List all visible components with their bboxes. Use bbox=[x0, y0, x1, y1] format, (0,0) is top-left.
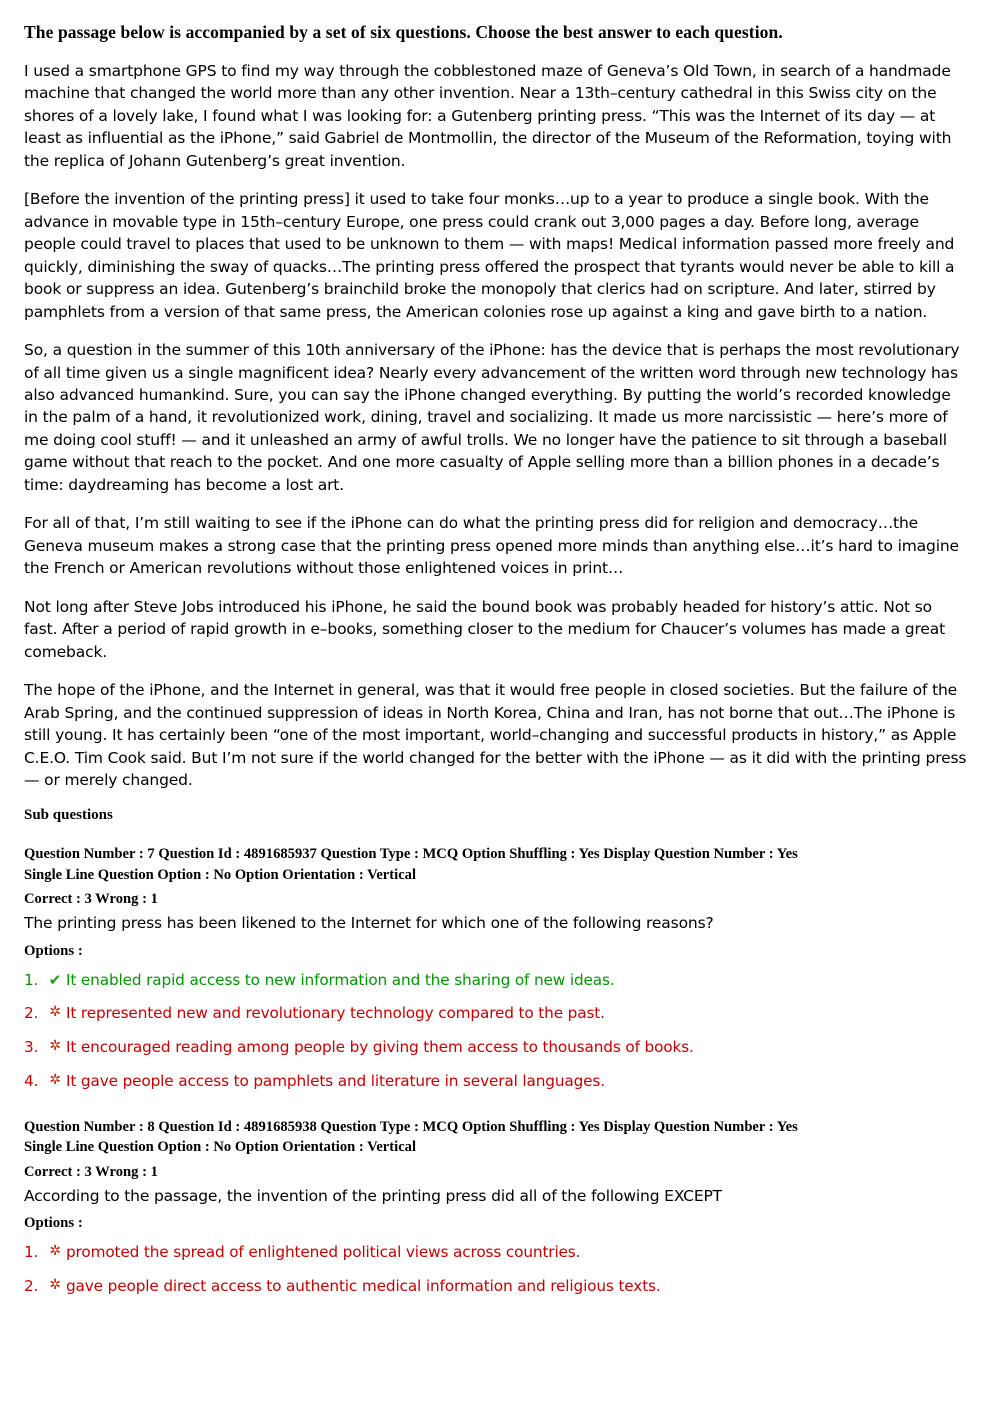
options-label: Options : bbox=[24, 942, 83, 959]
cross-icon: ✲ bbox=[49, 1037, 61, 1054]
question-meta-line-2: Single Line Question Option : No Option Orientation : Vertical bbox=[24, 866, 417, 883]
option-text: It gave people access to pamphlets and literature in several languages. bbox=[66, 1071, 605, 1090]
cross-icon: ✲ bbox=[49, 1071, 61, 1088]
question-block bbox=[24, 1119, 968, 1296]
option-item[interactable] bbox=[24, 1242, 968, 1263]
passage-paragraph: So, a question in the summer of this 10th anniversary of the iPhone: has the device that is perhaps the most revolutionary of all time given us a single magnificent idea? Nearly every advancement of the written word through new technology has also advanced humankind. Sure, you can say the iPhone changed everything. By putting the world’s recorded knowledge in the palm of a hand, it revolutionized work, dining, travel and socializing. It made us more narcissistic — here’s more of me doing cool stuff! — and it unleashed an army of awful trolls. We no longer have the patience to sit through a baseball game without that reach to the pocket. And one more casualty of Apple selling more than a billion phones in a decade’s time: daydreaming has become a lost art. bbox=[24, 341, 960, 494]
option-item[interactable] bbox=[24, 1276, 968, 1297]
option-item[interactable] bbox=[24, 970, 968, 991]
cross-icon: ✲ bbox=[49, 1004, 61, 1021]
option-text: It encouraged reading among people by giving them access to thousands of books. bbox=[66, 1037, 694, 1056]
passage-paragraph: I used a smartphone GPS to find my way through the cobblestoned maze of Geneva’s Old Town, in search of a handmade machine that changed the world more than any other invention. Near a 13th–century cathedral in this Swiss city on the shores of a lovely lake, I found what I was looking for: a Gutenberg printing press. “This was the Internet of its day — at least as influential as the iPhone,” said Gabriel de Montmollin, the director of the Museum of the Reformation, toying with the replica of Johann Gutenberg’s great invention. bbox=[24, 61, 952, 170]
passage-text bbox=[24, 60, 968, 792]
question-score: Correct : 3 Wrong : 1 bbox=[24, 1163, 158, 1180]
cross-icon: ✲ bbox=[49, 1276, 61, 1293]
check-icon: ✔ bbox=[48, 970, 62, 989]
option-number: 3. bbox=[24, 1037, 39, 1056]
options-label: Options : bbox=[24, 1215, 83, 1232]
cross-icon: ✲ bbox=[49, 1243, 61, 1260]
option-item[interactable] bbox=[24, 1003, 968, 1024]
question-meta-line-2: Single Line Question Option : No Option Orientation : Vertical bbox=[24, 1139, 417, 1156]
option-number: 2. bbox=[24, 1004, 39, 1023]
sub-questions-heading: Sub questions bbox=[24, 807, 113, 824]
option-text: gave people direct access to authentic medical information and religious texts. bbox=[66, 1276, 661, 1295]
question-text: The printing press has been likened to the Internet for which one of the following reasons? bbox=[24, 913, 714, 932]
option-text: It represented new and revolutionary technology compared to the past. bbox=[66, 1004, 605, 1023]
option-item[interactable] bbox=[24, 1071, 968, 1092]
question-text: According to the passage, the invention of the printing press did all of the following EXCEPT bbox=[24, 1186, 722, 1205]
question-score: Correct : 3 Wrong : 1 bbox=[24, 890, 158, 907]
question-meta-line-1: Question Number : 8 Question Id : 4891685938 Question Type : MCQ Option Shuffling : Yes Display Question Number : Yes bbox=[24, 1119, 798, 1136]
question-meta-line-1: Question Number : 7 Question Id : 4891685937 Question Type : MCQ Option Shuffling : Yes Display Question Number : Yes bbox=[24, 846, 798, 863]
question-block bbox=[24, 846, 968, 1091]
passage-paragraph: The hope of the iPhone, and the Internet in general, was that it would free people in closed societies. But the failure of the Arab Spring, and the continued suppression of ideas in North Korea, China and Iran, has not borne that out…The iPhone is still young. It has certainly been “one of the most important, world–changing and successful products in history,” as Apple C.E.O. Tim Cook said. But I’m not sure if the world changed for the better with the iPhone — as it did with the printing press — or merely changed. bbox=[24, 681, 967, 789]
option-number: 1. bbox=[24, 1243, 39, 1262]
option-number: 2. bbox=[24, 1276, 39, 1295]
option-number: 4. bbox=[24, 1071, 39, 1090]
passage-paragraph: [Before the invention of the printing press] it used to take four monks…up to a year to produce a single book. With the advance in movable type in 15th–century Europe, one press could crank out 3,000 pages a day. Before long, average people could travel to places that used to be unknown to them — with maps! Medical information passed more freely and quickly, diminishing the sway of quacks…The printing press offered the prospect that tyrants would never be able to kill a book or suppress an idea. Gutenberg’s brainchild broke the monopoly that clerics had on scripture. And later, stirred by pamphlets from a version of that same press, the American colonies rose up against a king and gave birth to a nation. bbox=[24, 190, 955, 321]
passage-paragraph: Not long after Steve Jobs introduced his iPhone, he said the bound book was probably headed for history’s attic. Not so fast. After a period of rapid growth in e–books, something closer to the medium for Chaucer’s volumes has made a great comeback. bbox=[24, 597, 946, 661]
option-text: promoted the spread of enlightened political views across countries. bbox=[66, 1243, 581, 1262]
passage-paragraph: For all of that, I’m still waiting to see if the iPhone can do what the printing press did for religion and democracy…the Geneva museum makes a strong case that the printing press opened more minds than anything else…it’s hard to imagine the French or American revolutions without those enlightened voices in print… bbox=[24, 514, 959, 578]
option-item[interactable] bbox=[24, 1037, 968, 1058]
page-title: The passage below is accompanied by a set of six questions. Choose the best answer to each question. bbox=[24, 22, 783, 42]
option-number: 1. bbox=[24, 970, 39, 989]
option-text: It enabled rapid access to new information and the sharing of new ideas. bbox=[66, 970, 615, 989]
